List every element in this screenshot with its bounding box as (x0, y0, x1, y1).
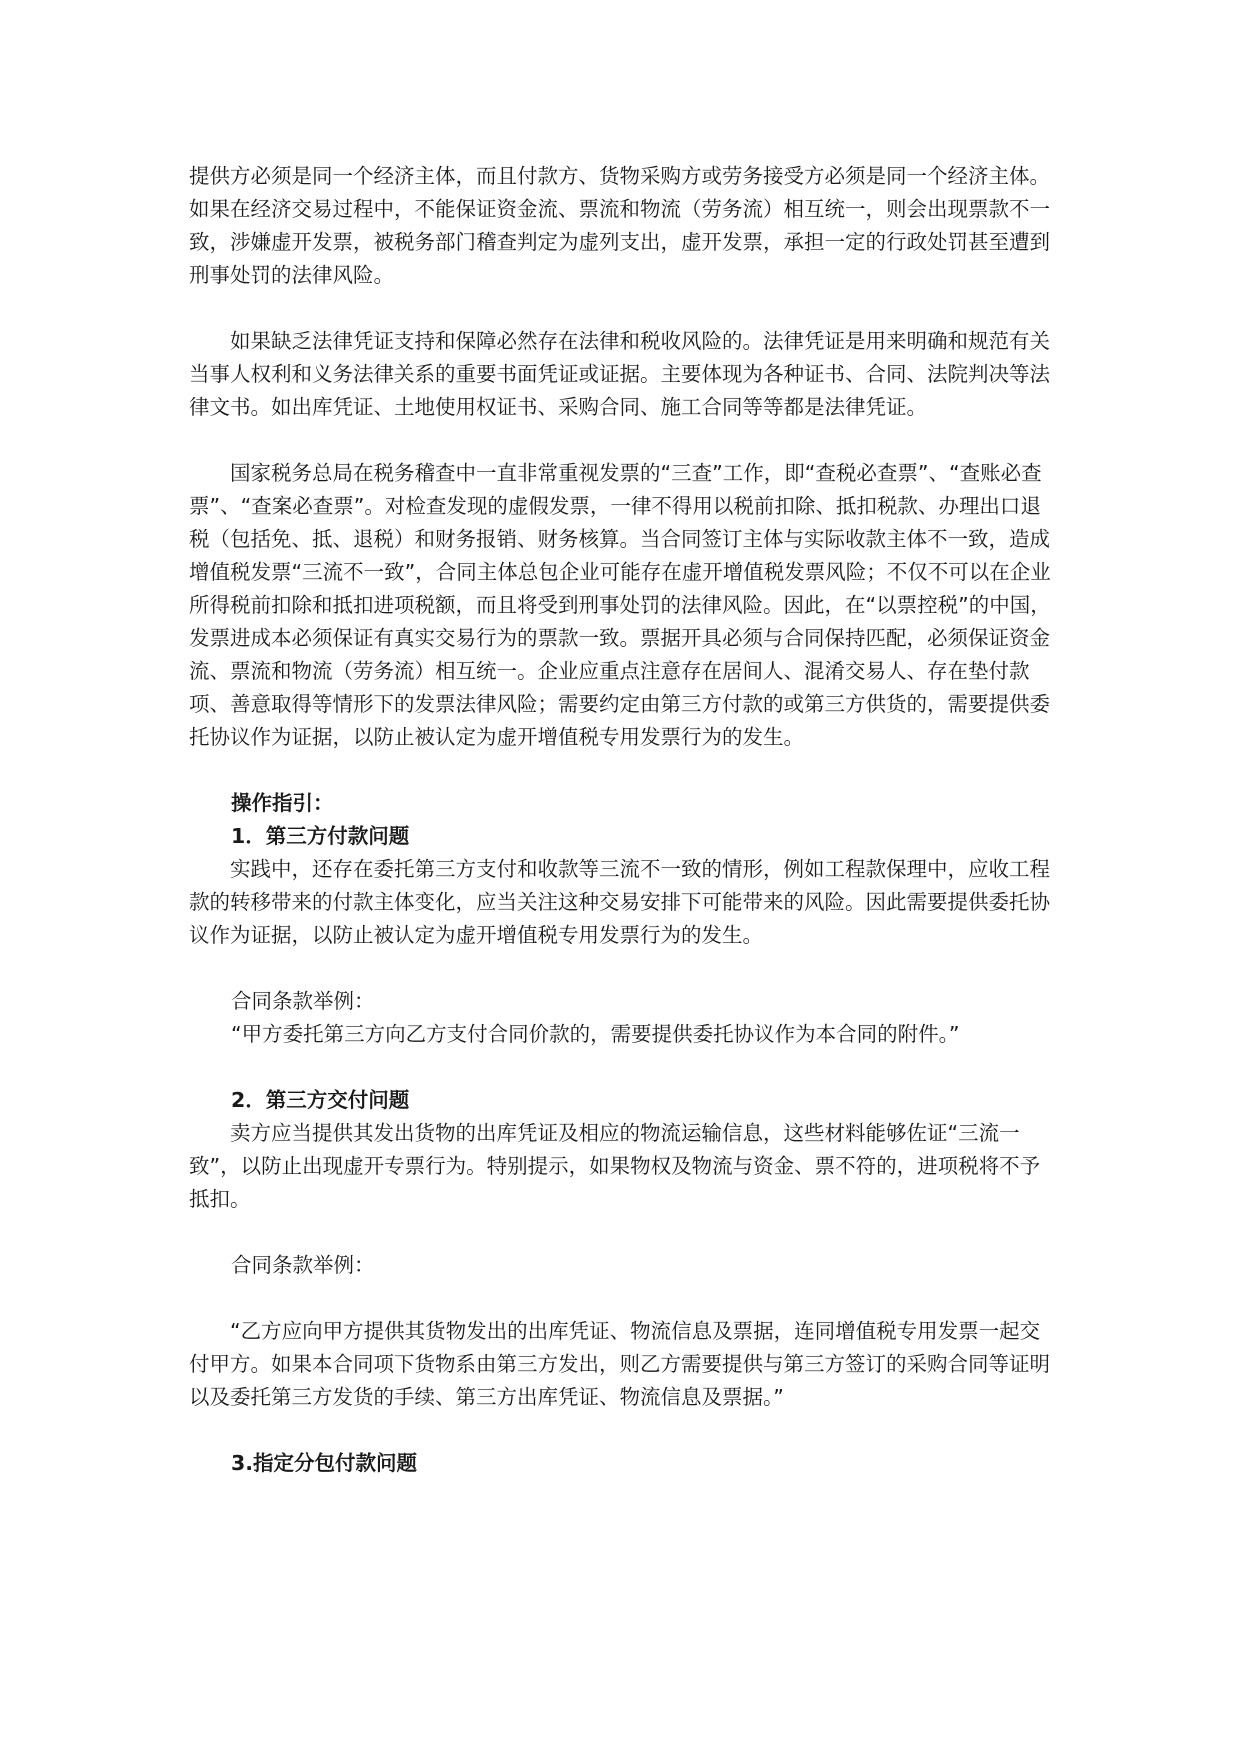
paragraph-gap (189, 1414, 1059, 1447)
section-2-heading: 2．第三方交付问题 (231, 1088, 410, 1112)
paragraph-gap (189, 1216, 1059, 1249)
paragraph-legal-vouchers: 如果缺乏法律凭证支持和保障必然存在法律和税收风险的。法律凭证是用来明确和规范有关当事人权利和义务法律关系的重要书面凭证或证据。主要体现为各种证书、合同、法院判决等法律文书。如出库凭证、土地使用权证书、采购合同、施工合同等等都是法律凭证。 (189, 329, 1050, 419)
paragraph-gap (189, 952, 1059, 985)
section-1-heading: 1．第三方付款问题 (231, 824, 410, 848)
paragraph-tax-audit: 国家税务总局在税务稽查中一直非常重视发票的“三查”工作，即“查税必查票”、“查账必查票”、“查案必查票”。对检查发现的虚假发票，一律不得用以税前扣除、抵扣税款、办理出口退税（包括免、抵、退税）和财务报销、财务核算。当合同签订主体与实际收款主体不一致，造成增值税发票“三流不一致”，合同主体总包企业可能存在虚开增值税发票风险；不仅不可以在企业所得税前扣除和抵扣进项税额，而且将受到刑事处罚的法律风险。因此，在“以票控税”的中国，发票进成本必须保证有真实交易行为的票款一致。票据开具必须与合同保持匹配，必须保证资金流、票流和物流（劳务流）相互统一。企业应重点注意存在居间人、混淆交易人、存在垫付款项、善意取得等情形下的发票法律风险；需要约定由第三方付款的或第三方供货的，需要提供委托协议作为证据，以防止被认定为虚开增值税专用发票行为的发生。 (189, 461, 1051, 749)
section-1-example-clause: “甲方委托第三方向乙方支付合同价款的，需要提供委托协议作为本合同的附件。” (231, 1022, 960, 1046)
section-2-example-label: 合同条款举例： (231, 1253, 375, 1277)
paragraph-gap (189, 292, 1059, 325)
section-1-body: 实践中，还存在委托第三方支付和收款等三流不一致的情形，例如工程款保理中，应收工程款的转移带来的付款主体变化，应当关注这种交易安排下可能带来的风险。因此需要提供委托协议作为证据，以防止被认定为虚开增值税专用发票行为的发生。 (189, 857, 1050, 947)
operation-guide-heading: 操作指引： (231, 791, 334, 815)
paragraph-gap (189, 424, 1059, 457)
document-page (189, 160, 1059, 1480)
paragraph-gap (189, 1051, 1059, 1084)
section-1-example-label: 合同条款举例： (231, 989, 375, 1013)
section-2-body: 卖方应当提供其发出货物的出库凭证及相应的物流运输信息，这些材料能够佐证“三流一致”，以防止出现虚开专票行为。特别提示，如果物权及物流与资金、票不符的，进项税将不予抵扣。 (189, 1121, 1041, 1211)
paragraph-entity-consistency: 提供方必须是同一个经济主体，而且付款方、货物采购方或劳务接受方必须是同一个经济主体。如果在经济交易过程中，不能保证资金流、票流和物流（劳务流）相互统一，则会出现票款不一致，涉嫌虚开发票，被税务部门稽查判定为虚列支出，虚开发票，承担一定的行政处罚甚至遭到刑事处罚的法律风险。 (189, 164, 1050, 287)
section-3-heading: 3.指定分包付款问题 (231, 1451, 418, 1475)
paragraph-gap (189, 1282, 1059, 1315)
paragraph-gap (189, 754, 1059, 787)
section-2-example-clause: “乙方应向甲方提供其货物发出的出库凭证、物流信息及票据，连同增值税专用发票一起交付甲方。如果本合同项下货物系由第三方发出，则乙方需要提供与第三方签订的采购合同等证明以及委托第三方发货的手续、第三方出库凭证、物流信息及票据。” (189, 1319, 1050, 1409)
